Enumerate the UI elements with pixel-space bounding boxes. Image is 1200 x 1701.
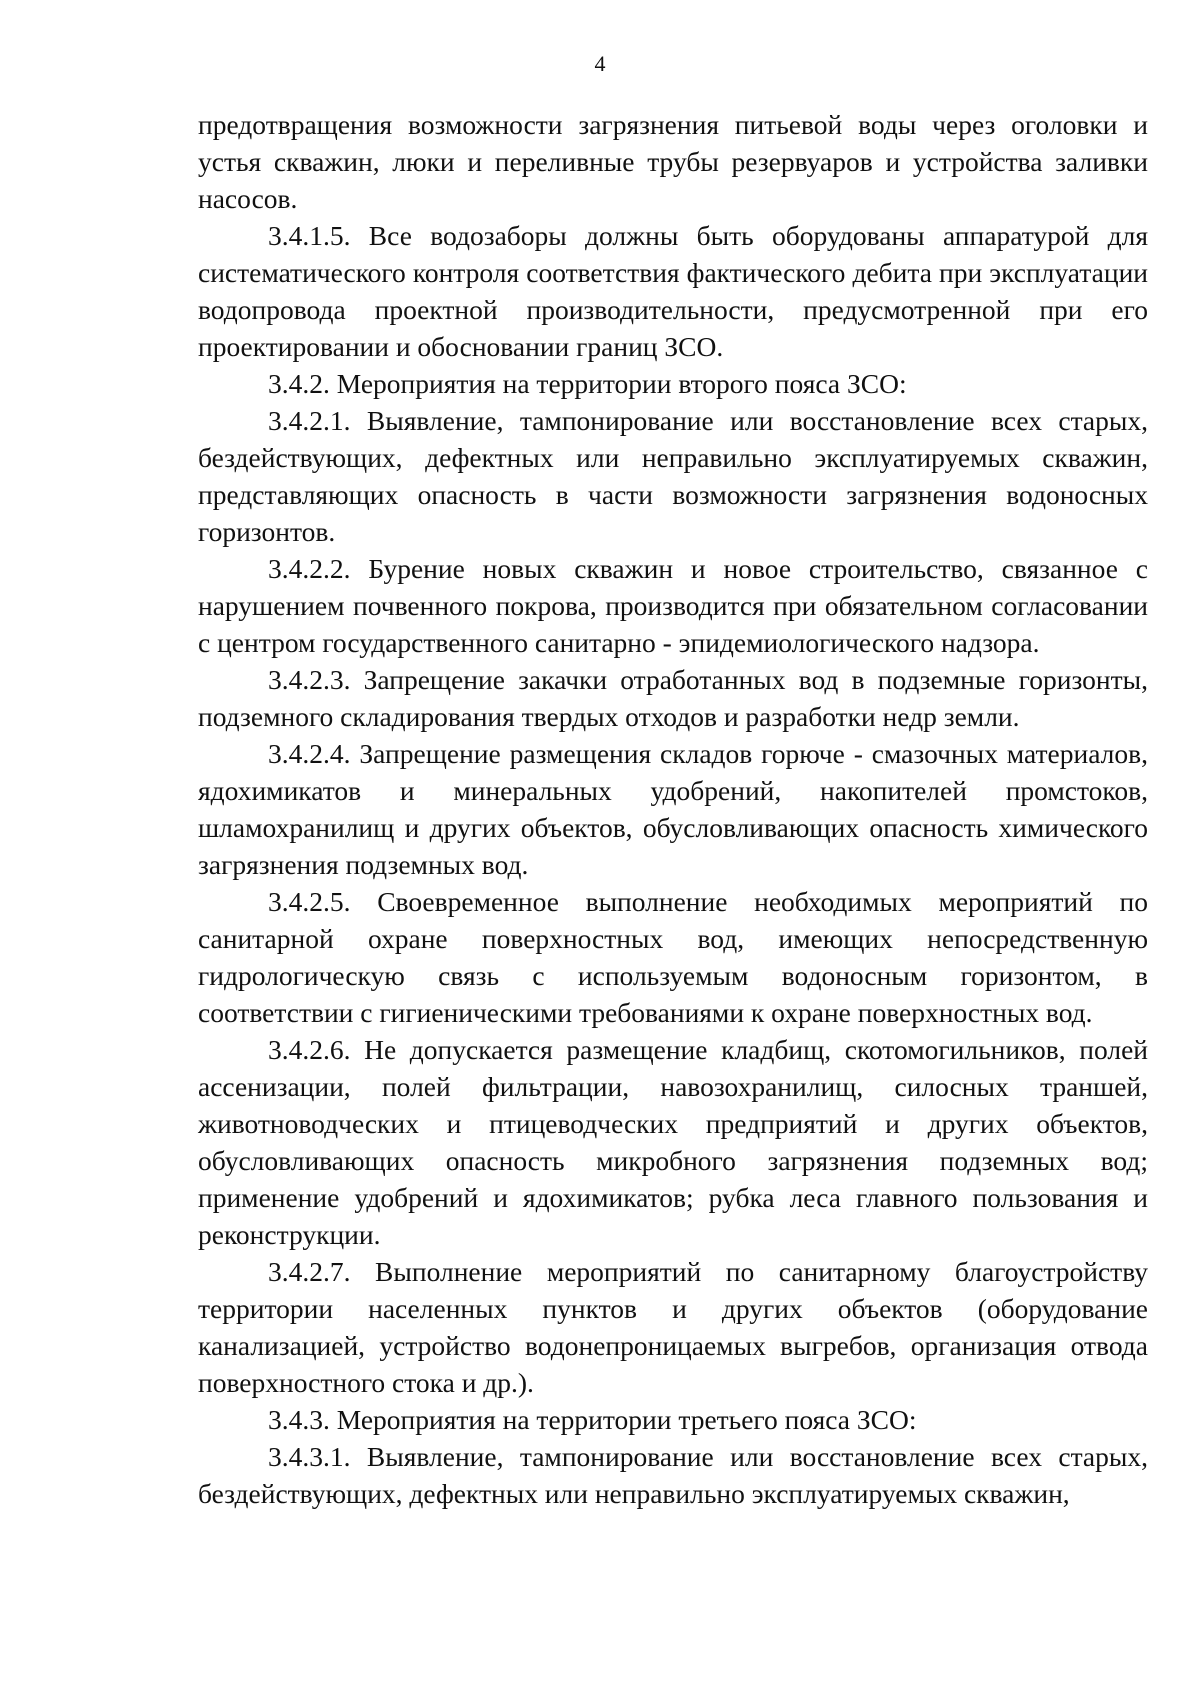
paragraph: 3.4.2.3. Запрещение закачки отработанных вод в подземные горизонты, подземного складирования твердых отходов и разработки недр земли. (198, 664, 1148, 732)
paragraph: 3.4.2.7. Выполнение мероприятий по санитарному благоустройству территории населенных пунктов и других объектов (оборудование канализацией, устройство водонепроницаемых выгребов, организация отвода поверхностного стока и др.). (198, 1256, 1148, 1398)
paragraph: 3.4.2.4. Запрещение размещения складов горюче - смазочных материалов, ядохимикатов и минеральных удобрений, накопителей промстоков, шламохранилищ и других объектов, обусловливающих опасность химического загрязнения подземных вод. (198, 738, 1148, 880)
paragraph: 3.4.3. Мероприятия на территории третьего пояса ЗСО: (268, 1404, 917, 1435)
paragraph: 3.4.2. Мероприятия на территории второго пояса ЗСО: (268, 368, 907, 399)
document-body (198, 106, 1148, 1512)
paragraph: 3.4.2.1. Выявление, тампонирование или восстановление всех старых, бездействующих, дефектных или неправильно эксплуатируемых скважин, представляющих опасность в части возможности загрязнения водоносных горизонтов. (198, 405, 1148, 547)
paragraph: 3.4.3.1. Выявление, тампонирование или восстановление всех старых, бездействующих, дефектных или неправильно эксплуатируемых скважин, (198, 1441, 1148, 1509)
page-number: 4 (594, 51, 606, 76)
paragraph: 3.4.2.5. Своевременное выполнение необходимых мероприятий по санитарной охране поверхностных вод, имеющих непосредственную гидрологическую связь с используемым водоносным горизонтом, в соответствии с гигиеническими требованиями к охране поверхностных вод. (198, 886, 1148, 1028)
paragraph: предотвращения возможности загрязнения питьевой воды через оголовки и устья скважин, люки и переливные трубы резервуаров и устройства заливки насосов. (198, 109, 1148, 214)
paragraph: 3.4.2.2. Бурение новых скважин и новое строительство, связанное с нарушением почвенного покрова, производится при обязательном согласовании с центром государственного санитарно - эпидемиологического надзора. (198, 553, 1148, 658)
paragraph: 3.4.2.6. Не допускается размещение кладбищ, скотомогильников, полей ассенизации, полей фильтрации, навозохранилищ, силосных траншей, животноводческих и птицеводческих предприятий и других объектов, обусловливающих опасность микробного загрязнения подземных вод; применение удобрений и ядохимикатов; рубка леса главного пользования и реконструкции. (198, 1034, 1148, 1250)
paragraph: 3.4.1.5. Все водозаборы должны быть оборудованы аппаратурой для систематического контроля соответствия фактического дебита при эксплуатации водопровода проектной производительности, предусмотренной при его проектировании и обосновании границ ЗСО. (198, 220, 1148, 362)
